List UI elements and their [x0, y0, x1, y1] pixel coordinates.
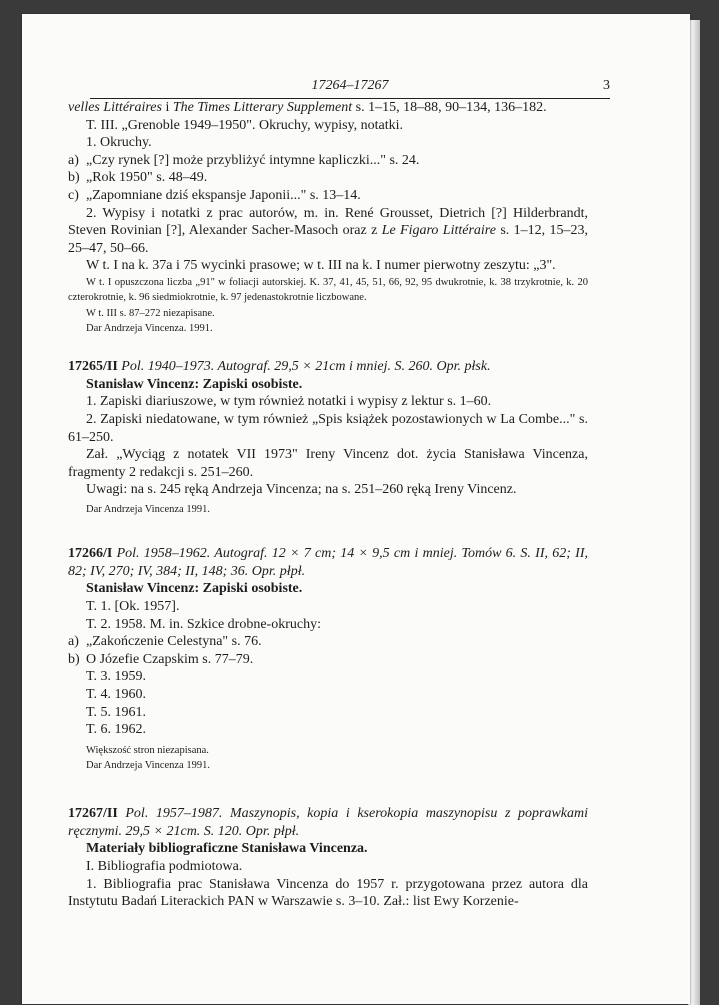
page-number: 3	[603, 78, 610, 93]
entry-17265	[68, 358, 588, 517]
entry-paragraph: Zał. „Wyciąg z notatek VII 1973" Ireny Vincenz dot. życia Stanisława Vincenza, fragmenty 2 redakcji s. 251–260.	[68, 447, 588, 480]
note-small: W t. I opuszczona liczba „91" w foliacji autorskiej. K. 37, 41, 45, 51, 66, 92, 95 dwukrotnie, k. 38 trzykrotnie, k. 20 czterokrotnie, k. 96 siedmiokrotnie, k. 97 jedenastokrotnie liczbowane.	[68, 276, 588, 304]
volume-line: T. 4. 1960.	[86, 686, 147, 702]
volume-line: T. 1. [Ok. 1957].	[86, 598, 180, 614]
list-text: „Zapomniane dziś ekspansje Japonii..." s. 13–14.	[86, 187, 361, 203]
volume-line: T. 5. 1961.	[86, 704, 147, 720]
entry-description	[68, 545, 588, 580]
volume-line: T. 2. 1958. M. in. Szkice drobne-okruchy:	[86, 616, 321, 632]
entry-id: 17266/I	[68, 546, 113, 562]
note-small: W t. III s. 87–272 niezapisane.	[86, 307, 215, 319]
volume-line: T. 3. 1959.	[86, 669, 147, 685]
okruchy-heading: 1. Okruchy.	[86, 135, 152, 151]
wypisy-text: 2. Wypisy i notatki z prac autorów, m. in. René Grousset, Dietrich [?] Hilderbrandt, Steven Rovinian [?], Alexander Sacher-Masoch oraz z	[68, 205, 588, 239]
entry-paragraph: I. Bibliografia podmiotowa.	[86, 859, 243, 875]
list-marker: b)	[68, 651, 80, 667]
periodical-title-2: The Times Litterary Supplement	[172, 100, 353, 115]
entry-paragraph: 1. Zapiski diariuszowe, w tym również notatki i wypisy z lektur s. 1–60.	[86, 394, 492, 410]
list-item	[68, 187, 588, 205]
list-marker: a)	[68, 634, 79, 650]
entry-physical-desc: Pol. 1940–1973. Autograf. 29,5 × 21cm i mniej. S. 260. Opr. płsk.	[117, 359, 491, 375]
entry-paragraph: 2. Zapiski niedatowane, w tym również „Spis książek pozostawionych w La Combe..." s. 61–250.	[68, 411, 588, 445]
wypisy-pages: s. 1–12, 15–23, 25–47, 50–66.	[68, 223, 589, 256]
list-marker: a)	[68, 152, 79, 168]
entry-description	[68, 805, 588, 840]
entry-paragraph: Uwagi: na s. 245 ręką Andrzeja Vincenza; na s. 251–260 ręką Ireny Vincenz.	[86, 482, 517, 498]
list-text: O Józefie Czapskim s. 77–79.	[86, 651, 254, 667]
list-text: „Rok 1950" s. 48–49.	[86, 170, 208, 186]
entry-physical-desc: Pol. 1958–1962. Autograf. 12 × 7 cm; 14 × 9,5 cm i mniej. Tomów 6. S. II, 62; II, 82; IV, 270; IV, 384; II, 148; 36. Opr. płpł.	[68, 546, 588, 579]
list-marker: b)	[68, 170, 80, 186]
note-small: Większość stron niezapisana.	[86, 744, 209, 756]
list-text: „Czy rynek [?] może przybliżyć intymne kapliczki..." s. 24.	[86, 152, 420, 168]
entry-17266	[68, 545, 588, 773]
wypisy-paragraph	[68, 205, 588, 258]
connector: i	[161, 100, 173, 115]
list-item	[68, 169, 588, 187]
entry-17264-continuation	[68, 99, 588, 336]
list-text: „Zakończenie Celestyna" s. 76.	[86, 634, 262, 650]
catalog-content	[68, 99, 588, 911]
entry-title: Materiały bibliograficzne Stanisława Vincenza.	[86, 841, 368, 857]
continuation-line	[68, 99, 588, 117]
entry-paragraph: 1. Bibliografia prac Stanisława Vincenza do 1957 r. przygotowana przez autora dla Instytutu Badań Literackich PAN w Warszawie s. 3–10. Zał.: list Ewy Korzenie-	[68, 876, 588, 910]
entry-description	[68, 358, 588, 376]
volume-3-title: T. III. „Grenoble 1949–1950". Okruchy, wypisy, notatki.	[86, 117, 404, 133]
note-main: W t. I na k. 37a i 75 wycinki prasowe; w t. III na k. I numer pierwotny zeszytu: „3".	[86, 258, 556, 274]
entry-title: Stanisław Vincenz: Zapiski osobiste.	[86, 581, 303, 597]
entry-title: Stanisław Vincenz: Zapiski osobiste.	[86, 376, 303, 392]
wypisy-periodical: Le Figaro Littéraire	[381, 223, 496, 239]
header-entry-range: 17264–17267	[311, 78, 389, 93]
gift-note: Dar Andrzeja Vincenza. 1991.	[86, 322, 213, 334]
gift-note: Dar Andrzeja Vincenza 1991.	[86, 503, 210, 515]
list-item	[68, 152, 588, 170]
list-marker: c)	[68, 187, 79, 203]
entry-17267	[68, 805, 588, 911]
list-item	[68, 651, 588, 669]
running-header	[90, 76, 610, 99]
entry-physical-desc: Pol. 1957–1987. Maszynopis, kopia i kserokopia maszynopisu z poprawkami ręcznymi. 29,5 × 21cm. S. 120. Opr. płpł.	[68, 806, 588, 839]
volume-line: T. 6. 1962.	[86, 722, 147, 738]
gift-note: Dar Andrzeja Vincenza 1991.	[86, 760, 210, 771]
entry-id: 17267/II	[68, 806, 118, 822]
page-ranges: s. 1–15, 18–88, 90–134, 136–182.	[352, 100, 547, 115]
entry-id: 17265/II	[68, 359, 118, 375]
list-item	[68, 633, 588, 651]
periodical-title: velles Littéraires	[68, 100, 162, 115]
